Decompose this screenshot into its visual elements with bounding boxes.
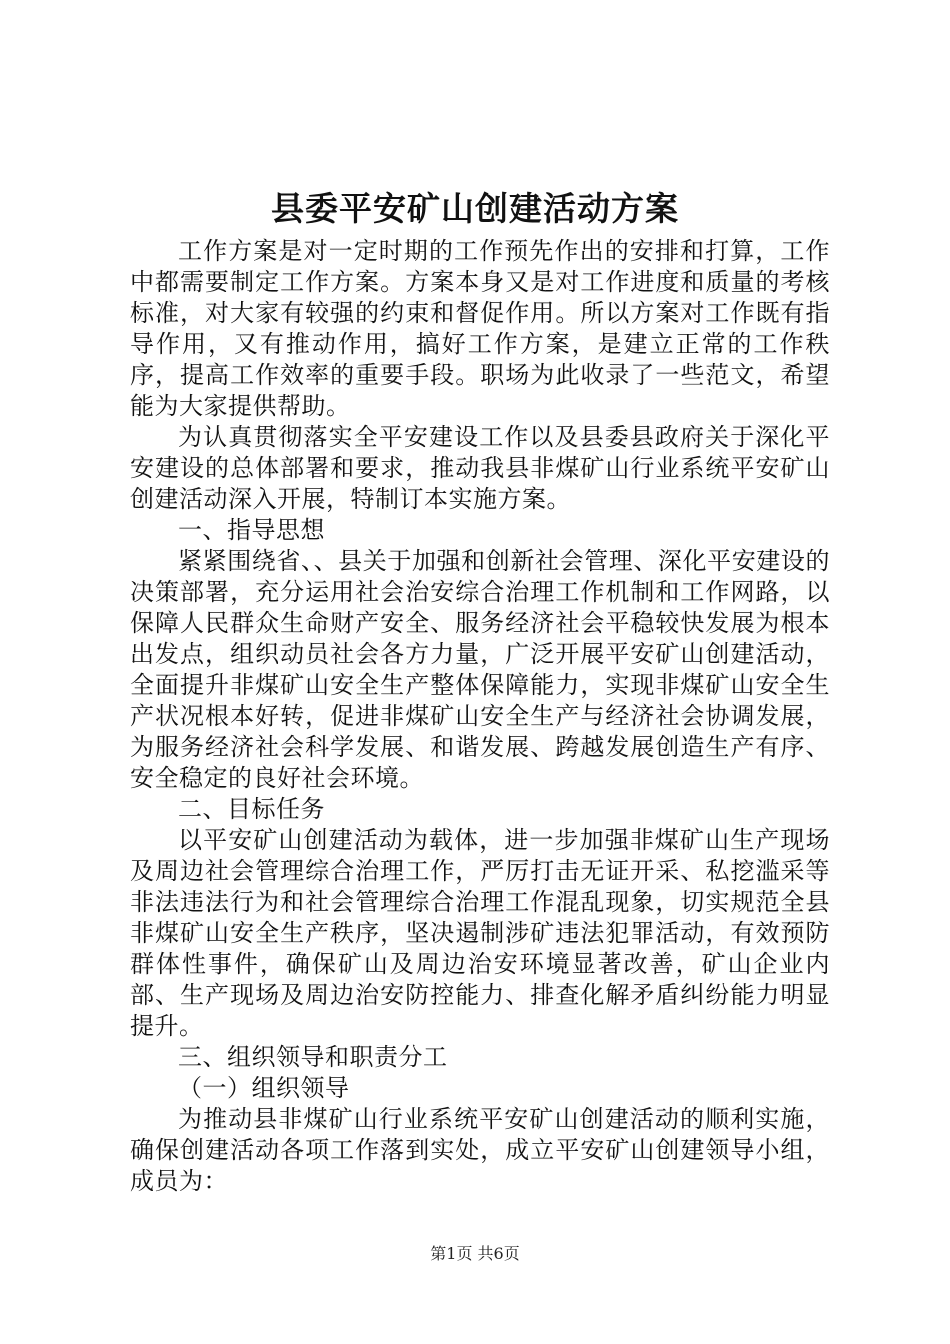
section-heading-organization: 三、组织领导和职责分工 bbox=[178, 1043, 448, 1071]
intro-paragraph: 工作方案是对一定时期的工作预先作出的安排和打算，工作中都需要制定工作方案。方案本身又是对工作进度和质量的考核标准，对大家有较强的约束和督促作用。所以方案对工作既有指导作用，又有推动作用，搞好工作方案，是建立正常的工作秩序，提高工作效率的重要手段。职场为此收录了一些范文，希望能为大家提供帮助。 bbox=[130, 237, 830, 420]
document-body bbox=[130, 236, 830, 1197]
guiding-ideology-paragraph: 紧紧围绕省、、县关于加强和创新社会管理、深化平安建设的决策部署，充分运用社会治安综合治理工作机制和工作网路，以保障人民群众生命财产安全、服务经济社会平稳较快发展为根本出发点，组织动员社会各方力量，广泛开展平安矿山创建活动，全面提升非煤矿山安全生产整体保障能力，实现非煤矿山安全生产状况根本好转，促进非煤矿山安全生产与经济社会协调发展，为服务经济社会科学发展、和谐发展、跨越发展创造生产有序、安全稳定的良好社会环境。 bbox=[130, 547, 830, 792]
goals-paragraph: 以平安矿山创建活动为载体，进一步加强非煤矿山生产现场及周边社会管理综合治理工作，严厉打击无证开采、私挖滥采等非法违法行为和社会管理综合治理工作混乱现象，切实规范全县非煤矿山安全生产秩序，坚决遏制涉矿违法犯罪活动，有效预防群体性事件，确保矿山及周边治安环境显著改善，矿山企业内部、生产现场及周边治安防控能力、排查化解矛盾纠纷能力明显提升。 bbox=[130, 826, 830, 1040]
purpose-paragraph: 为认真贯彻落实全平安建设工作以及县委县政府关于深化平安建设的总体部署和要求，推动我县非煤矿山行业系统平安矿山创建活动深入开展，特制订本实施方案。 bbox=[130, 423, 830, 513]
section-heading-goals: 二、目标任务 bbox=[178, 795, 325, 823]
page-footer: 第1页 共6页 bbox=[430, 1244, 520, 1263]
section-heading-guiding-ideology: 一、指导思想 bbox=[178, 516, 325, 544]
leadership-paragraph: 为推动县非煤矿山行业系统平安矿山创建活动的顺利实施，确保创建活动各项工作落到实处，成立平安矿山创建领导小组，成员为： bbox=[130, 1105, 830, 1195]
document-title: 县委平安矿山创建活动方案 bbox=[271, 189, 679, 228]
subsection-heading-leadership: （一）组织领导 bbox=[178, 1074, 350, 1102]
